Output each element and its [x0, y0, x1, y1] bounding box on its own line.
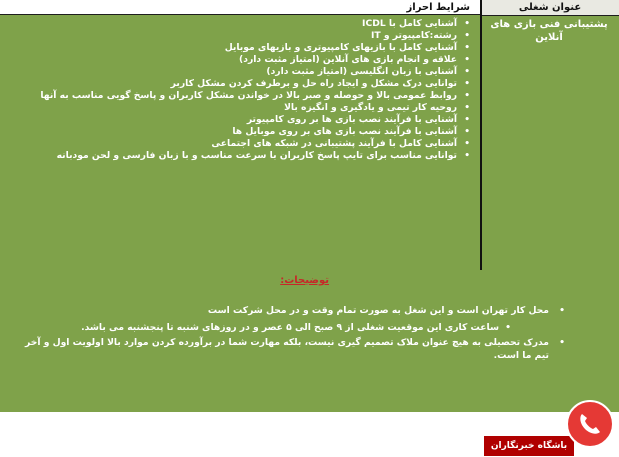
requirement-item: • آشنایی کامل با فرآیند پشتیبانی در شبکه های اجتماعی — [14, 138, 474, 150]
requirements-header: شرایط احراز — [0, 0, 480, 15]
requirement-item: • روابط عمومی بالا و حوصله و صبر بالا در خواندن مشکل کاربران و پاسخ گویی مناسب به آنها — [14, 90, 474, 102]
description-item: • ساعت کاری این موقعیت شغلی از ۹ صبح الی ۵ عصر و در روزهای شنبه تا پنجشنبه می باشد. — [19, 321, 579, 334]
requirement-item: • آشنایی کامل با بازیهای کامپیوتری و بازیهای موبایل — [14, 42, 474, 54]
brand-banner: باشگاه خبرنگاران — [484, 436, 574, 456]
description-title: توضیحات: — [280, 275, 329, 286]
requirement-item: • آشنایی کامل با ICDL — [14, 18, 474, 30]
description-item: • محل کار تهران است و این شغل به صورت تمام وقت و در محل شرکت است — [19, 304, 579, 317]
column-divider — [480, 0, 482, 270]
brand-logo-icon — [566, 400, 614, 448]
requirement-item: • آشنایی با فرآیند نصب بازی ها بر روی کامپیوتر — [14, 114, 474, 126]
description-item: • مدرک تحصیلی به هیچ عنوان ملاک تصمیم گیری نیست، بلکه مهارت شما در برآورده کردن موارد بالا اولویت اول و آخر تیم ما است. — [19, 336, 579, 362]
phone-handset-icon — [576, 410, 604, 438]
job-title-header: عنوان شغلی — [481, 0, 619, 16]
description-list — [19, 304, 579, 362]
requirement-item: • آشنایی با فرآیند نصب بازی های بر روی موبایل ها — [14, 126, 474, 138]
requirement-item: • روحیه کار تیمی و یادگیری و انگیزه بالا — [14, 102, 474, 114]
job-title-cell: پشتیبانی فنی بازی های آنلاین — [490, 19, 608, 43]
requirement-item: • توانایی مناسب برای تایپ پاسخ کاربران با سرعت مناسب و با زبان فارسی و لحن مودبانه — [14, 150, 474, 162]
requirement-item: • علاقه و انجام بازی های آنلاین (امتیاز مثبت دارد) — [14, 54, 474, 66]
requirement-item: • رشته:کامپیوتر و IT — [14, 30, 474, 42]
requirement-item: • توانایی درک مشکل و ایجاد راه حل و برطرف کردن مشکل کاربر — [14, 78, 474, 90]
requirement-item: • آشنایی با زبان انگلیسی (امتیاز مثبت دارد) — [14, 66, 474, 78]
requirements-list — [14, 18, 474, 162]
